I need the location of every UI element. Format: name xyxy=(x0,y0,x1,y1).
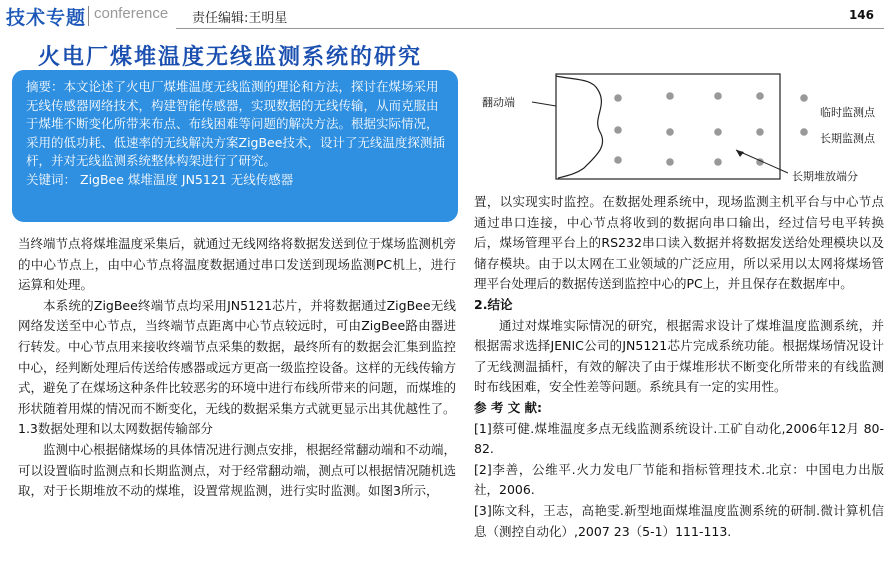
label-long-point: 长期监测点 xyxy=(820,132,875,145)
references-heading: 参 考 文 献: xyxy=(474,399,543,415)
left-column xyxy=(18,234,456,502)
monitor-point xyxy=(714,92,722,100)
monitor-point xyxy=(666,158,674,166)
header-brand: 技术专题 xyxy=(6,7,87,29)
coal-yard-figure xyxy=(474,72,888,186)
section-heading-1-3: 1.3数据处理和以太网数据传输部分 xyxy=(18,421,213,437)
monitor-point xyxy=(614,156,622,164)
keywords-line xyxy=(26,171,448,190)
header-editor: 责任编辑:王明星 xyxy=(192,11,288,26)
monitor-point xyxy=(756,128,764,136)
abstract-box xyxy=(12,70,458,222)
right-paragraph-2: 通过对煤堆实际情况的研究，根据需求设计了煤堆温度监测系统，并根据需求选择JENIC公司的JN5121芯片完成系统功能。根据煤场情况设计了无线测温插杆，有效的解决了由于煤堆形状不断变化所带来的有线监测时布线困难，安全性差等问题。系统具有一定的实用性。 xyxy=(474,317,884,395)
monitor-point xyxy=(666,92,674,100)
label-active-end: 翻动端 xyxy=(482,96,515,109)
abstract-text: 摘要：本文论述了火电厂煤堆温度无线监测的理论和方法，探讨在煤场采用无线传感器网络技术，构建智能传感器，实现数据的无线传输，从而克服由于煤堆不断变化所带来布点、布线困难等问题的解决方法。根据实际情况，采用的低功耗、低速率的无线解决方案ZigBee技术，设计了无线温度探测插杆，并对无线监测系统整体构架进行了研究。 xyxy=(26,79,445,169)
monitor-point xyxy=(614,94,622,102)
monitor-point xyxy=(666,128,674,136)
reference-1: [1]蔡可健.煤堆温度多点无线监测系统设计.工矿自动化,2006年12月 80-82. xyxy=(474,420,884,457)
monitor-point xyxy=(614,126,622,134)
label-stack-end: 长期堆放端分 xyxy=(792,170,858,183)
monitor-point xyxy=(756,92,764,100)
legend-temp-point xyxy=(800,94,808,102)
header-rule xyxy=(176,28,884,29)
active-end-leader xyxy=(532,102,556,106)
stack-end-arrowhead xyxy=(736,150,744,157)
right-paragraph-1: 置，以实现实时监控。在数据处理系统中，现场监测主机平台与中心节点通过串口连接，中心节点将收到的数据向串口输出，经过信号电平转换后，煤场管理平台上的RS232串口读入数据并将数据发送给处理模块以及储存模块。由于以太网在工业领域的广泛应用，所以采用以太网将煤场管理平台处理后的数据传送到监控中心的PC上，并且保存在数据库中。 xyxy=(474,194,884,292)
header-conference: conference xyxy=(94,5,169,22)
article-title: 火电厂煤堆温度无线监测系统的研究 xyxy=(38,45,423,70)
label-temp-point: 临时监测点 xyxy=(820,106,875,119)
legend-long-point xyxy=(800,128,808,136)
reference-2: [2]李善，公维平.火力发电厂节能和指标管理技术.北京：中国电力出版社，2006. xyxy=(474,461,884,498)
right-column xyxy=(474,192,884,542)
section-heading-conclusion: 2.结论 xyxy=(474,296,513,312)
page-header xyxy=(0,0,888,32)
keywords-text: ZigBee 煤堆温度 JN5121 无线传感器 xyxy=(80,171,294,187)
page-number: 146 xyxy=(848,8,874,22)
monitor-point xyxy=(714,128,722,136)
active-region-boundary xyxy=(556,76,603,178)
keywords-label: 关键词： xyxy=(26,171,77,187)
reference-3: [3]陈文科，王志，高艳雯.新型地面煤堆温度监测系统的研制.微计算机信息（测控自动化）,2007 23（5-1）111-113. xyxy=(474,502,884,539)
header-divider xyxy=(88,6,89,26)
left-paragraph-2: 本系统的ZigBee终端节点均采用JN5121芯片，并将数据通过ZigBee无线网络发送至中心节点，当终端节点距离中心节点较远时，可由ZigBee路由器进行转发。中心节点用来接收终端节点采集的数据，最终所有的数据会汇集到监控中心，经判断处理后传送给传感器或远方更高一级监控设备。这样的无线传输方式，避免了在煤场这种条件比较恶劣的环境中进行布线所带来的问题，而煤堆的形状随着用煤的情况而不断变化，无线的数据采集方式就更显示出其优越性了。 xyxy=(18,297,456,416)
monitor-point xyxy=(714,158,722,166)
left-paragraph-1: 当终端节点将煤堆温度采集后，就通过无线网络将数据发送到位于煤场监测机旁的中心节点上，由中心节点将温度数据通过串口发送到现场监测PC机上，进行运算和处理。 xyxy=(18,236,456,293)
left-paragraph-3: 监测中心根据储煤场的具体情况进行测点安排，根据经常翻动端和不动端，可以设置临时监测点和长期监测点，对于经常翻动端，测点可以根据情况随机选取，对于长期堆放不动的煤堆，设置常规监测，进行实时监测。如图3所示， xyxy=(18,441,456,499)
